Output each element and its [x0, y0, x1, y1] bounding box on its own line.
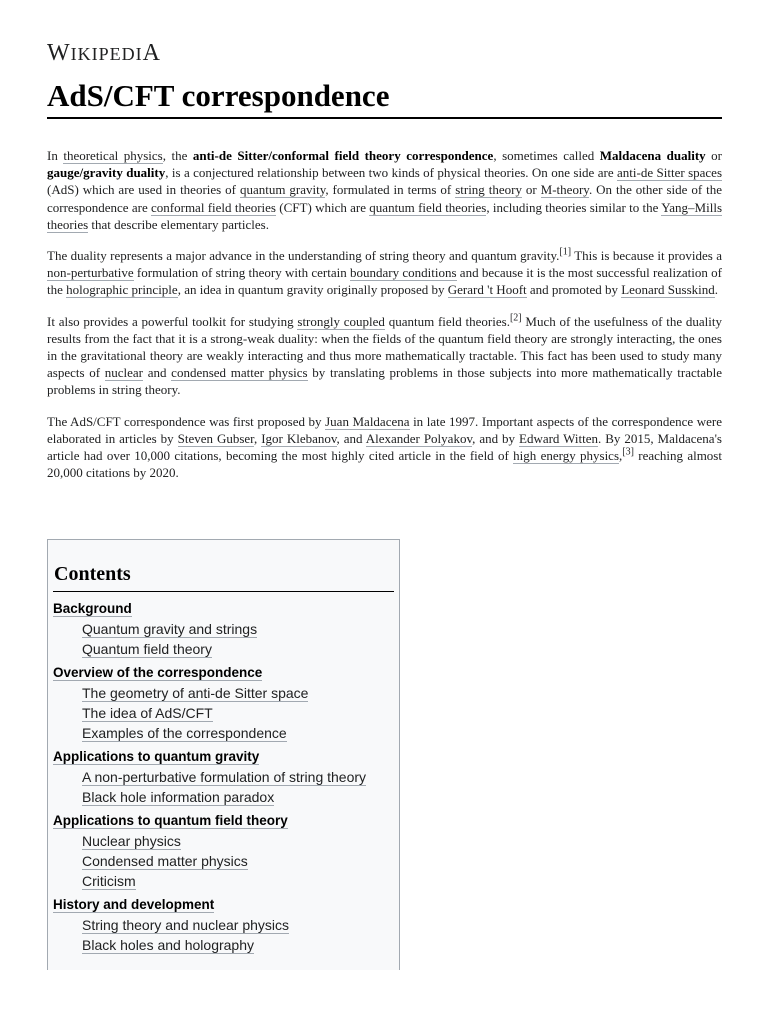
toc-section-label: Background	[53, 601, 132, 616]
toc-subsection-link[interactable]	[53, 851, 394, 871]
text-run: quantum field theories.	[384, 313, 510, 329]
text-run: In	[47, 148, 64, 163]
toc-section-link[interactable]	[53, 599, 394, 619]
article-link[interactable]: boundary conditions	[350, 265, 457, 281]
text-run: reaching almost 20,000 citations by 2020.	[47, 448, 722, 481]
article-link[interactable]: Gerard 't Hooft	[447, 282, 527, 298]
toc-subsection-link[interactable]	[53, 831, 394, 851]
toc-section-link[interactable]	[53, 747, 394, 767]
wikipedia-wordmark[interactable]	[47, 40, 161, 67]
page-title: AdS/CFT correspondence	[47, 78, 390, 113]
text-run: It also provides a powerful toolkit for studying	[47, 313, 298, 329]
article-link[interactable]: Steven Gubser	[177, 430, 254, 446]
toc-subsection-link[interactable]	[53, 915, 394, 935]
citation-ref[interactable]: [3]	[622, 446, 634, 458]
text-run: , is a conjectured relationship between two kinds of physical theories. On one side are	[165, 165, 618, 181]
text-run: and because it is the most successful realization of the	[47, 265, 722, 298]
text-run: , sometimes called	[493, 148, 600, 163]
toc-section-link[interactable]	[53, 663, 394, 683]
wordmark-final: A	[142, 40, 161, 66]
text-run: (AdS) which are used in theories of	[47, 182, 240, 198]
article-link[interactable]: Igor Klebanov	[261, 430, 337, 446]
text-run: in late 1997. Important aspects of the correspondence were elaborated in articles by	[47, 413, 722, 446]
article-link[interactable]: quantum gravity	[239, 182, 326, 198]
article-link[interactable]: Juan Maldacena	[325, 413, 410, 429]
toc-subsection-link[interactable]	[53, 767, 394, 787]
wordmark-initial: W	[47, 40, 71, 66]
toc-section	[53, 599, 394, 659]
text-run: and	[143, 365, 172, 381]
article-link[interactable]: Alexander Polyakov	[365, 430, 473, 446]
text-run: that describe elementary particles.	[88, 216, 269, 232]
text-run: ,	[253, 430, 262, 446]
toc-subsection-link[interactable]	[53, 703, 394, 723]
toc-subsection-label: The idea of AdS/CFT	[82, 705, 213, 721]
toc-section	[53, 895, 394, 955]
bold-term: anti-de Sitter/conformal field theory correspondence	[192, 148, 494, 163]
paragraph-3	[47, 313, 722, 399]
article-link[interactable]: holographic principle	[66, 282, 178, 298]
toc-subsection-label: Quantum field theory	[82, 641, 212, 657]
article-body	[47, 147, 722, 495]
article-link[interactable]: theoretical physics	[63, 148, 163, 163]
toc-section	[53, 663, 394, 743]
text-run: by translating problems in those subjects into more mathematically tractable problems in string theory.	[47, 365, 722, 398]
table-of-contents	[47, 539, 400, 970]
toc-subsection-label: String theory and nuclear physics	[82, 917, 289, 933]
toc-section-link[interactable]	[53, 895, 394, 915]
article-link[interactable]: Edward Witten	[519, 430, 599, 446]
article-link[interactable]: condensed matter physics	[171, 365, 308, 381]
toc-rule	[53, 591, 394, 592]
toc-subsection-label: Criticism	[82, 873, 136, 889]
toc-subsection-label: Quantum gravity and strings	[82, 621, 258, 637]
article-link[interactable]: non-perturbative	[47, 265, 134, 281]
text-run: , including theories similar to the	[486, 199, 662, 215]
text-run: The duality represents a major advance in the understanding of string theory and quantum gravity.	[47, 248, 560, 264]
text-run: , and	[336, 430, 366, 446]
article-link[interactable]: Yang–Mills theories	[47, 199, 723, 232]
article-link[interactable]: quantum field theories	[369, 199, 487, 215]
text-run: This is because it provides a	[571, 248, 722, 264]
bold-term: gauge/gravity duality	[47, 165, 166, 181]
text-run: formulation of string theory with certain	[133, 265, 350, 281]
article-link[interactable]: strongly coupled	[297, 313, 385, 329]
toc-subsection-label: The geometry of anti-de Sitter space	[82, 685, 309, 701]
article-link[interactable]: string theory	[455, 182, 522, 198]
text-run: . By 2015, Maldacena's article had over 10,000 citations, becoming the most highly cited article in the field of	[47, 430, 722, 464]
toc-section	[53, 747, 394, 807]
toc-section	[53, 811, 394, 891]
toc-subsection-link[interactable]	[53, 871, 394, 891]
toc-subsection-link[interactable]	[53, 639, 394, 659]
text-run: or	[521, 182, 541, 198]
text-run: The AdS/CFT correspondence was first proposed by	[47, 413, 326, 429]
toc-subsection-link[interactable]	[53, 723, 394, 743]
toc-section-link[interactable]	[53, 811, 394, 831]
toc-subsection-label: Black holes and holography	[82, 937, 255, 953]
text-run: (CFT) which are	[276, 199, 370, 215]
article-link[interactable]: M-theory	[540, 182, 589, 198]
toc-subsection-link[interactable]	[53, 935, 394, 955]
toc-subsection-link[interactable]	[53, 683, 394, 703]
toc-subsection-label: Examples of the correspondence	[82, 725, 287, 741]
citation-ref[interactable]: [2]	[509, 312, 522, 324]
toc-subsection-label: Black hole information paradox	[82, 789, 275, 805]
toc-section-label: Overview of the correspondence	[53, 665, 263, 680]
toc-section-label: Applications to quantum field theory	[53, 813, 288, 828]
article-link[interactable]: Leonard Susskind	[621, 282, 715, 298]
paragraph-1	[47, 147, 722, 233]
title-rule	[47, 117, 722, 119]
toc-section-label: History and development	[53, 897, 215, 912]
paragraph-2	[47, 247, 722, 299]
article-link[interactable]: nuclear	[104, 365, 144, 381]
bold-term: Maldacena duality	[599, 148, 706, 163]
text-run: , and by	[472, 430, 519, 446]
toc-list	[53, 599, 394, 959]
text-run: , an idea in quantum gravity originally proposed by	[177, 282, 448, 298]
toc-subsection-label: Nuclear physics	[82, 833, 181, 849]
article-link[interactable]: conformal field theories	[151, 199, 276, 215]
text-run: and promoted by	[526, 282, 622, 298]
toc-subsection-label: Condensed matter physics	[82, 853, 248, 869]
text-run: .	[714, 282, 719, 298]
citation-ref[interactable]: [1]	[559, 246, 572, 258]
text-run: Much of the usefulness of the duality results from the fact that it is a strong-weak duality: when the fields of the quantum field theory are strongly interacting, the ones in the gravitational theory are weakly interacting and thus more mathematically tractable. This fact has been used to study many aspects of	[47, 313, 723, 381]
toc-title: Contents	[54, 563, 131, 585]
text-run: , the	[162, 148, 193, 163]
toc-section-label: Applications to quantum gravity	[53, 749, 260, 764]
article-link[interactable]: high energy physics	[513, 448, 620, 464]
paragraph-4	[47, 413, 722, 482]
toc-subsection-link[interactable]	[53, 787, 394, 807]
text-run: , formulated in terms of	[325, 182, 456, 198]
toc-subsection-link[interactable]	[53, 619, 394, 639]
text-run: ,	[619, 448, 623, 464]
article-link[interactable]: anti-de Sitter spaces	[617, 165, 723, 181]
text-run: or	[705, 148, 722, 163]
toc-subsection-label: A non-perturbative formulation of string theory	[82, 769, 367, 785]
text-run: . On the other side of the correspondence are	[47, 182, 722, 215]
wordmark-smallcaps: IKIPEDI	[70, 44, 143, 64]
